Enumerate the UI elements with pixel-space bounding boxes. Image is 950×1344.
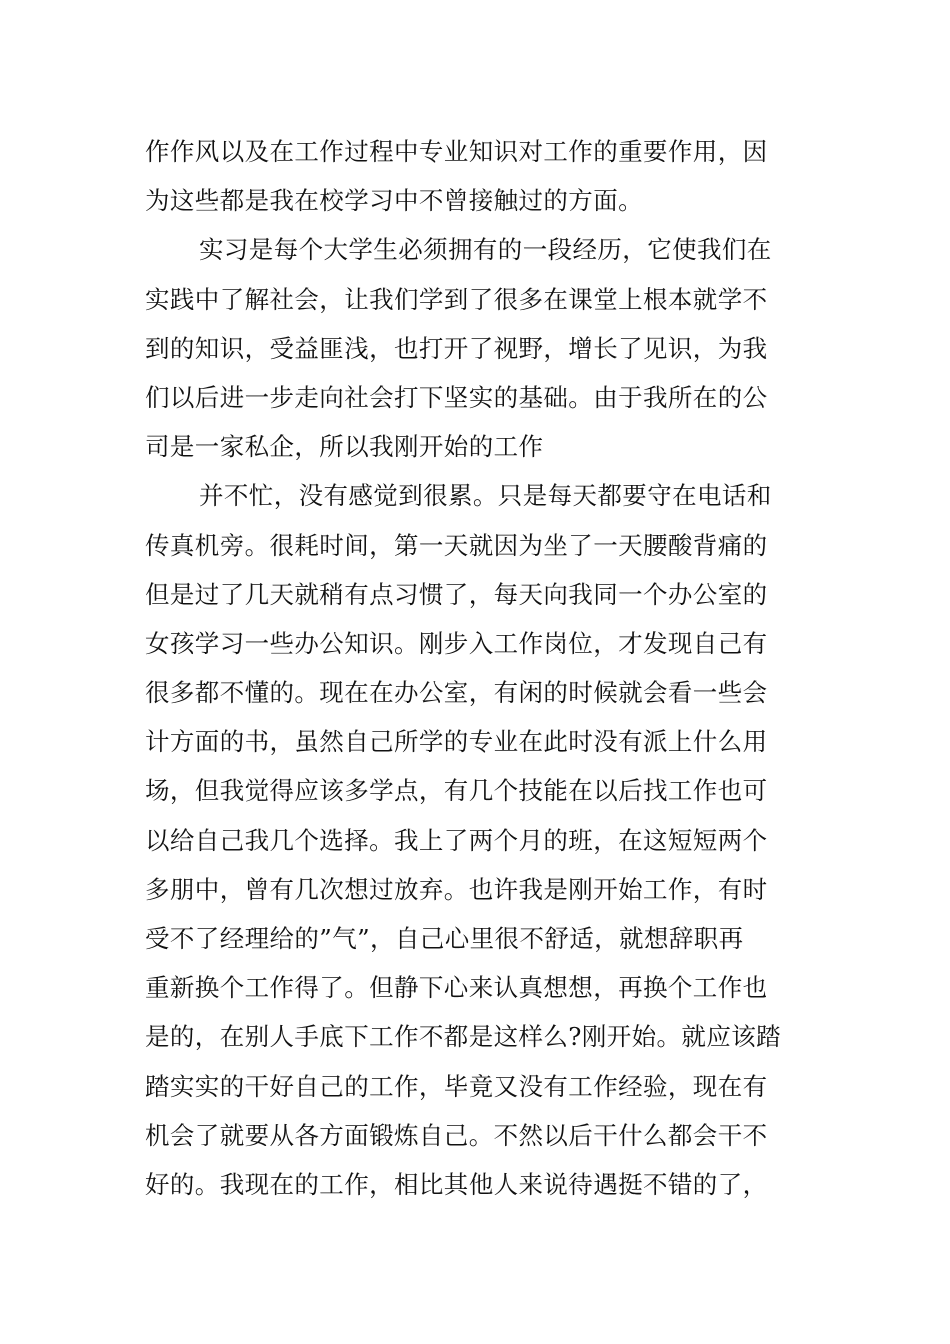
text-line: 多朋中，曾有几次想过放弃。也许我是刚开始工作，有时	[145, 874, 768, 904]
text-line: 女孩学习一些办公知识。刚步入工作岗位，才发现自己有	[145, 628, 768, 658]
paragraph-first-line: 实习是每个大学生必须拥有的一段经历，它使我们在	[199, 235, 772, 265]
text-line: 是的，在别人手底下工作不都是这样么?刚开始。就应该踏	[145, 1022, 782, 1052]
text-line: 们以后进一步走向社会打下坚实的基础。由于我所在的公	[145, 382, 768, 412]
text-line: 司是一家私企，所以我刚开始的工作	[145, 432, 544, 462]
text-line: 好的。我现在的工作，相比其他人来说待遇挺不错的了，	[145, 1169, 768, 1199]
text-line: 但是过了几天就稍有点习惯了，每天向我同一个办公室的	[145, 579, 768, 609]
text-line: 重新换个工作得了。但静下心来认真想想，再换个工作也	[145, 973, 768, 1003]
text-line: 受不了经理给的”气”，自己心里很不舒适，就想辞职再	[145, 924, 744, 953]
text-line: 很多都不懂的。现在在办公室，有闲的时候就会看一些会	[145, 678, 768, 708]
text-line: 到的知识，受益匪浅，也打开了视野，增长了见识，为我	[145, 333, 768, 363]
text-line: 机会了就要从各方面锻炼自己。不然以后干什么都会干不	[145, 1120, 768, 1150]
text-line: 传真机旁。很耗时间，第一天就因为坐了一天腰酸背痛的	[145, 530, 768, 560]
text-line: 以给自己我几个选择。我上了两个月的班，在这短短两个	[145, 825, 768, 855]
text-line: 为这些都是我在校学习中不曾接触过的方面。	[145, 186, 643, 216]
body-text	[145, 127, 810, 1209]
text-line: 作作风以及在工作过程中专业知识对工作的重要作用，因	[145, 137, 768, 166]
text-line: 场，但我觉得应该多学点，有几个技能在以后找工作也可	[145, 776, 768, 806]
text-line: 实践中了解社会，让我们学到了很多在课堂上根本就学不	[145, 284, 768, 314]
text-line: 踏实实的干好自己的工作，毕竟又没有工作经验，现在有	[145, 1071, 768, 1101]
paragraph-first-line: 并不忙，没有感觉到很累。只是每天都要守在电话和	[199, 481, 772, 511]
text-line: 计方面的书，虽然自己所学的专业在此时没有派上什么用	[145, 727, 768, 757]
